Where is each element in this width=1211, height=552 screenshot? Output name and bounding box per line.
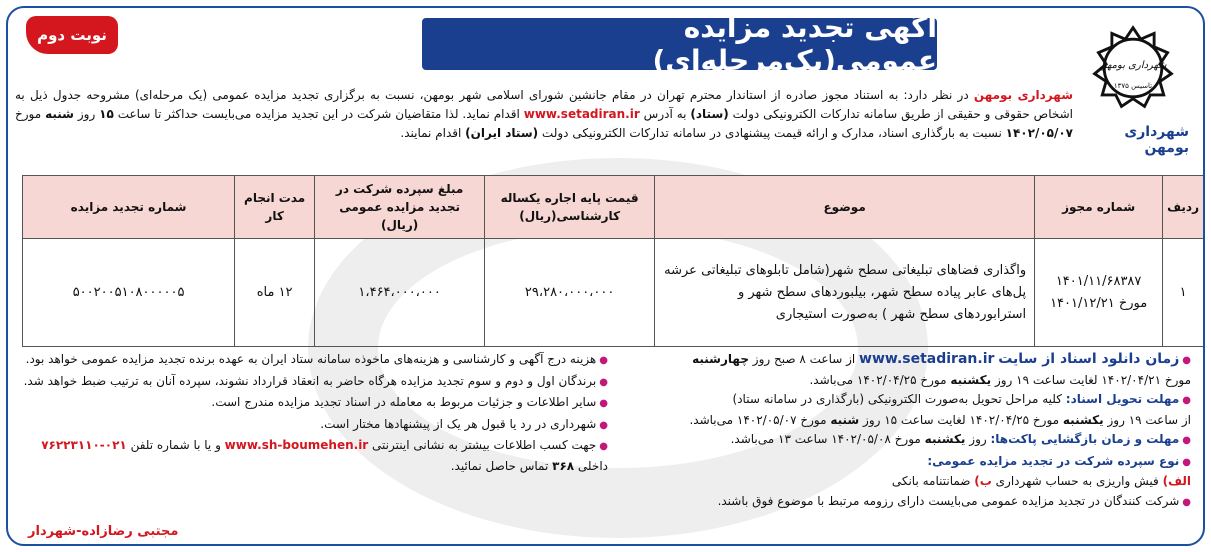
item-text: از ساعت ۱۹ روز	[1103, 412, 1191, 427]
bullet-icon: ●	[1182, 395, 1191, 406]
item-text: شرکت کنندگان در تجدید مزایده عمومی می‌بایست دارای رزومه مرتبط با موضوع فوق باشند.	[717, 493, 1180, 508]
item-text: مورخ ۱۴۰۲/۰۴/۲۵ می‌باشد.	[809, 372, 951, 387]
signature: مجتبی رضازاده-شهردار	[28, 524, 179, 539]
municipality-logo	[1077, 20, 1189, 166]
item-text: جهت کسب اطلاعات بیشتر به نشانی اینترنتی	[368, 438, 597, 452]
list-item	[20, 350, 608, 371]
item-day: یکشنبه	[1062, 412, 1104, 427]
item-text: تماس حاصل نمائید.	[450, 458, 553, 473]
cell-row: ۱	[1163, 239, 1204, 347]
list-item	[20, 372, 608, 393]
intro-date: ۱۴۰۲/۰۵/۰۷	[1005, 126, 1073, 140]
phone-number: ۰۲۱-۷۶۲۲۳۱۱۰	[41, 438, 127, 452]
col-header-subject: موضوع	[655, 176, 1035, 239]
item-text: شهرداری در رد یا قبول هر یک از پیشنهادها مختار است.	[320, 416, 597, 431]
list-item	[20, 436, 608, 475]
item-text: ضمانتنامه بانکی	[891, 474, 975, 488]
item-text: هزینه درج آگهی و کارشناسی و هزینه‌های ماخوذه سامانه ستاد ایران به عهده برنده تجدید مزایده عمومی خواهد بود.	[25, 352, 597, 366]
list-item	[603, 390, 1191, 429]
setad-download-link[interactable]: www.setadiran.ir	[859, 351, 995, 367]
list-item	[20, 393, 608, 414]
list-item	[603, 452, 1191, 491]
list-item	[603, 430, 1191, 451]
item-text: برندگان اول و دوم و سوم تجدید مزایده هرگاه حاضر به انعقاد قرارداد نشوند، سپرده آنان به ترتیب ضبط خواهد شد.	[23, 373, 597, 388]
intro-setad2: (ستاد ایران)	[465, 126, 539, 140]
intro-text: مورخ	[15, 107, 46, 121]
item-text: مورخ ۱۴۰۲/۰۴/۲۵ لغایت ساعت ۱۵ روز	[859, 412, 1063, 427]
item-day: چهارشنبه	[692, 352, 749, 366]
col-header-row: ردیف	[1163, 176, 1204, 239]
option-b-label: ب)	[974, 474, 992, 488]
notice-frame	[6, 6, 1205, 546]
intro-text: نسبت به بارگذاری اسناد، مدارک و ارائه قیمت پیشنهادی در سامانه تدارکات الکترونیکی دولت	[538, 126, 1006, 140]
list-item	[603, 350, 1191, 389]
intro-day: شنبه	[45, 107, 74, 121]
col-header-base-price: قیمت پایه اجاره یکساله کارشناسی(ریال)	[485, 176, 655, 239]
deposit-type-title: نوع سپرده شرکت در تجدید مزایده عمومی:	[927, 453, 1180, 468]
bullet-icon: ●	[1182, 435, 1191, 446]
cell-deposit: ۱،۴۶۴،۰۰۰،۰۰۰	[315, 239, 485, 347]
item-text: مورخ ۱۴۰۲/۰۵/۰۷ می‌باشد.	[689, 412, 831, 427]
bullet-icon: ●	[599, 376, 608, 388]
col-header-permit: شماره مجوز	[1035, 176, 1163, 239]
intro-text: اقدام نماید. لذا متقاضیان شرکت در این تجدید مزایده می‌بایست حداکثر تا ساعت	[113, 107, 524, 121]
table-header-row	[23, 176, 1204, 239]
item-day: شنبه	[830, 412, 860, 427]
auction-table	[22, 175, 1204, 347]
details-right-column	[603, 350, 1191, 513]
item-text: فیش واریزی به حساب شهرداری	[991, 474, 1163, 488]
intro-text: اقدام نمایند.	[400, 126, 466, 140]
bullet-icon: ●	[599, 441, 608, 452]
intro-hour: ۱۵	[99, 107, 114, 121]
item-text: سایر اطلاعات و جزئیات مربوط به معامله در اسناد تجدید مزایده مندرج است.	[211, 395, 597, 409]
logo-script-text: شهرداری بومهن	[1099, 60, 1167, 71]
item-text: مورخ ۱۴۰۲/۰۴/۲۱ لغایت ساعت ۱۹ روز	[991, 372, 1191, 387]
bullet-icon: ●	[599, 398, 608, 409]
extension-number: ۳۶۸	[552, 458, 575, 473]
bullet-icon: ●	[1182, 496, 1191, 508]
table-row	[23, 239, 1204, 347]
permit-number: ۱۴۰۱/۱۱/۶۸۳۸۷	[1055, 273, 1142, 289]
intro-setad: (ستاد)	[690, 107, 729, 121]
intro-paragraph	[15, 86, 1073, 143]
opening-title: مهلت و زمان بازگشایی پاکت‌ها:	[990, 432, 1180, 446]
municipality-site-link[interactable]: www.sh-boumehen.ir	[224, 438, 369, 452]
intro-text: روز	[73, 107, 100, 121]
item-text: روز	[965, 432, 991, 446]
download-title: زمان دانلود اسناد از سایت	[998, 351, 1180, 367]
item-text: داخلی	[574, 458, 608, 473]
org-name: شهرداری بومهن	[1124, 124, 1189, 156]
intro-text: در نظر دارد: به استناد مجوز صادره از استاندار محترم تهران در مقام جانشین شورای اسلامی شهر بومهن، نسبت به برگزاری تجدید مزایده عمومی (یک مرحله‌ای) مشروحه جدول ذیل به اشخاص حقوقی و حقیقی از طریق سامانه تدارکات الکترونیکی دولت	[15, 88, 1073, 121]
bullet-icon: ●	[599, 419, 608, 431]
item-text: و یا با شماره تلفن	[126, 438, 225, 452]
item-day: یکشنبه	[950, 372, 992, 387]
col-header-auction-no: شماره تجدید مزایده	[23, 176, 235, 239]
cell-base-price: ۲۹،۲۸۰،۰۰۰،۰۰۰	[485, 239, 655, 347]
bullet-icon: ●	[599, 355, 608, 366]
list-item	[603, 492, 1191, 513]
delivery-title: مهلت تحویل اسناد:	[1065, 392, 1180, 406]
col-header-deposit: مبلغ سپرده شرکت در تجدید مزایده عمومی (ریال)	[315, 176, 485, 239]
setad-link[interactable]: www.setadiran.ir	[523, 107, 640, 121]
page-title: آگهی تجدید مزایده عمومی(یک‌مرحله‌ای)	[422, 18, 937, 70]
col-header-duration: مدت انجام کار	[235, 176, 315, 239]
intro-text: به آدرس	[639, 107, 691, 121]
cell-auction-no: ۵۰۰۲۰۰۵۱۰۸۰۰۰۰۰۵	[23, 239, 235, 347]
cell-duration: ۱۲ ماه	[235, 239, 315, 347]
round-badge: نوبت دوم	[26, 16, 118, 54]
item-day: یکشنبه	[924, 432, 966, 446]
bullet-icon: ●	[1182, 355, 1191, 366]
item-text: مورخ ۱۴۰۲/۰۵/۰۸ ساعت ۱۳ می‌باشد.	[730, 432, 925, 446]
permit-date: مورخ ۱۴۰۱/۱۲/۲۱	[1050, 295, 1148, 311]
bullet-icon: ●	[1182, 456, 1191, 468]
item-text: از ساعت ۸ صبح روز	[748, 352, 860, 366]
option-a-label: الف)	[1162, 474, 1191, 488]
logo-year-text: تاسیس ۱۳۷۵	[1113, 82, 1153, 90]
cell-permit	[1035, 239, 1163, 347]
details-left-column	[20, 350, 608, 476]
intro-org: شهرداری بومهن	[973, 88, 1073, 102]
cell-subject: واگذاری فضاهای تبلیغاتی سطح شهر(شامل تابلوهای تبلیغاتی عرشه پل‌های عابر پیاده سطح شهر، بیلبوردهای سطح شهر و استرابوردهای سطح شهر ) به‌صورت استیجاری	[655, 239, 1035, 347]
item-text: کلیه مراحل تحویل به‌صورت الکترونیکی (بارگذاری در سامانه ستاد)	[732, 392, 1066, 406]
list-item	[20, 415, 608, 436]
